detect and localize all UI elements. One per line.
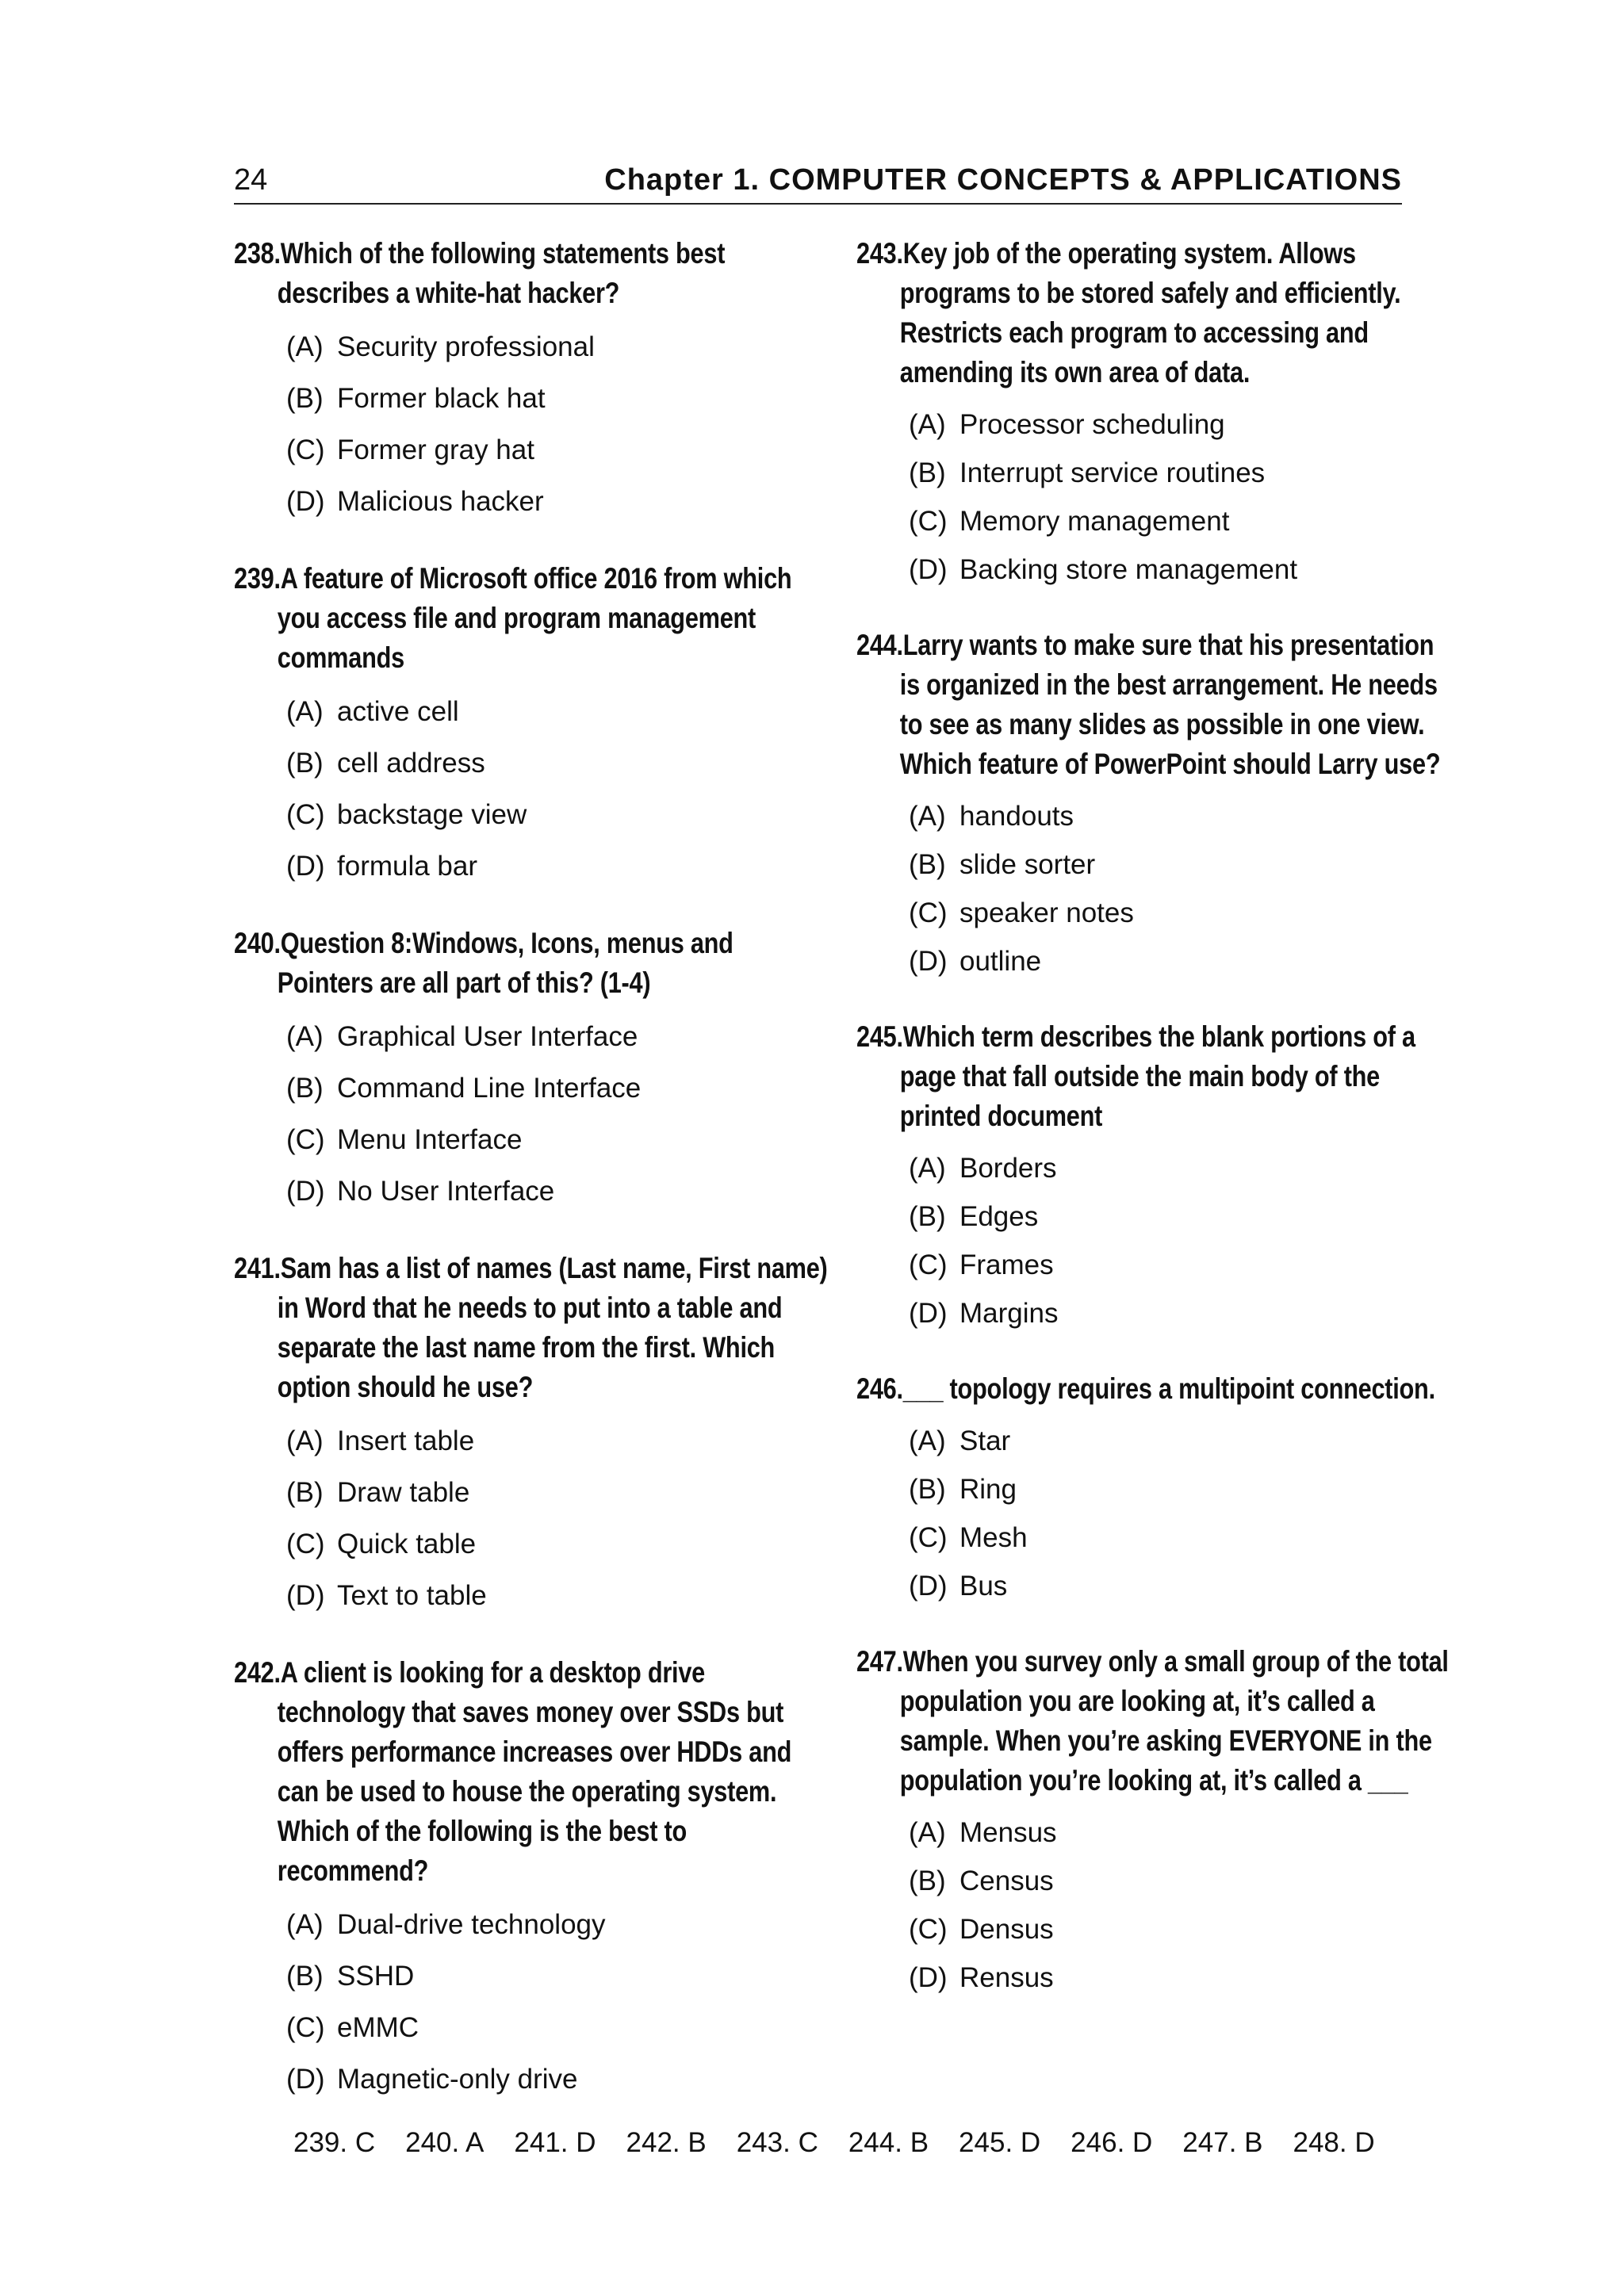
option-text: Former black hat — [337, 383, 546, 414]
option-text: Star — [959, 1425, 1011, 1456]
question-242 — [234, 1653, 792, 2105]
option-text: handouts — [959, 801, 1074, 832]
option-label: (B) — [286, 1073, 324, 1104]
option-text: Densus — [959, 1914, 1054, 1945]
option-label: (C) — [909, 897, 948, 928]
option-item — [909, 1954, 1411, 2002]
option-text: Security professional — [337, 331, 595, 362]
question-number: 242. — [234, 1656, 281, 1689]
option-item — [909, 1144, 1411, 1192]
option-item — [909, 1513, 1411, 1562]
option-item — [286, 1415, 789, 1467]
answer-item: 242. B — [626, 2127, 707, 2158]
answer-item: 241. D — [514, 2127, 596, 2158]
answer-item: 245. D — [959, 2127, 1041, 2158]
question-stem — [234, 1249, 830, 1407]
option-label: (C) — [909, 506, 948, 537]
option-item — [286, 476, 789, 527]
option-label: (D) — [286, 851, 325, 882]
answer-item: 243. C — [736, 2127, 818, 2158]
option-text: Rensus — [959, 1962, 1054, 1993]
question-stem — [234, 1653, 830, 1891]
option-text: Borders — [959, 1153, 1057, 1184]
option-text: Insert table — [337, 1425, 475, 1456]
question-number: 238. — [234, 237, 281, 270]
answer-item: 239. C — [293, 2127, 376, 2158]
option-text: Malicious hacker — [337, 486, 544, 517]
question-text: Question 8:Windows, Icons, menus and Pointers are all part of this? (1-4) — [277, 927, 733, 999]
option-text: Interrupt service routines — [959, 457, 1266, 488]
answer-item: 244. B — [848, 2127, 929, 2158]
question-stem — [856, 234, 1453, 392]
option-label: (B) — [286, 1961, 324, 1992]
question-stem — [856, 626, 1453, 784]
question-number: 243. — [856, 237, 903, 270]
option-label: (A) — [286, 1425, 324, 1456]
question-241 — [234, 1249, 828, 1621]
option-label: (D) — [909, 1298, 948, 1329]
question-stem — [856, 1642, 1453, 1800]
question-247 — [856, 1642, 1449, 2002]
answer-key — [293, 2127, 1404, 2159]
option-item — [909, 937, 1411, 985]
option-list — [856, 1144, 1411, 1337]
option-list — [856, 1808, 1411, 2002]
option-label: (A) — [286, 1021, 324, 1052]
option-item — [286, 737, 789, 789]
page-number: 24 — [234, 163, 268, 197]
option-item — [286, 1899, 789, 1950]
option-item — [286, 1467, 789, 1518]
question-number: 247. — [856, 1645, 903, 1678]
option-item — [909, 545, 1411, 594]
option-text: Memory management — [959, 506, 1230, 537]
option-text: Bus — [959, 1571, 1008, 1601]
option-item — [286, 373, 789, 424]
question-text: Sam has a list of names (Last name, First name) in Word that he needs to put into a table and separate the last name from the first. Which option should he use? — [277, 1252, 828, 1403]
question-text: A feature of Microsoft office 2016 from which you access file and program management commands — [277, 562, 792, 674]
option-item — [286, 1165, 789, 1217]
question-stem — [856, 1369, 1453, 1409]
option-item — [909, 449, 1411, 497]
option-label: (A) — [286, 1909, 324, 1940]
option-item — [286, 1114, 789, 1165]
option-list — [856, 1417, 1411, 1610]
option-label: (C) — [286, 2012, 325, 2043]
option-text: Dual-drive technology — [337, 1909, 606, 1940]
option-label: (B) — [286, 1477, 324, 1508]
question-text: Key job of the operating system. Allows programs to be stored safely and efficiently. Restricts each program to accessing and amending its own area of data. — [899, 237, 1401, 388]
option-text: Magnetic-only drive — [337, 2064, 578, 2095]
option-item — [286, 840, 789, 892]
page-header — [234, 163, 1402, 205]
option-label: (D) — [909, 554, 948, 585]
chapter-title: Chapter 1. COMPUTER CONCEPTS & APPLICATIONS — [604, 163, 1402, 197]
option-label: (B) — [286, 383, 324, 414]
option-label: (C) — [286, 1529, 325, 1559]
question-240 — [234, 924, 789, 1217]
option-text: Draw table — [337, 1477, 470, 1508]
option-item — [909, 1192, 1411, 1241]
option-label: (B) — [909, 1866, 946, 1896]
question-stem — [234, 234, 830, 313]
option-text: Processor scheduling — [959, 409, 1225, 440]
option-text: outline — [959, 946, 1042, 977]
option-label: (D) — [286, 2064, 325, 2095]
option-text: Mesh — [959, 1522, 1028, 1553]
option-text: Graphical User Interface — [337, 1021, 638, 1052]
question-number: 246. — [856, 1372, 903, 1405]
option-text: Command Line Interface — [337, 1073, 642, 1104]
option-label: (B) — [909, 849, 946, 880]
option-label: (D) — [909, 946, 948, 977]
question-243 — [856, 234, 1411, 594]
option-text: Quick table — [337, 1529, 477, 1559]
option-label: (A) — [909, 409, 946, 440]
option-label: (A) — [286, 696, 324, 727]
option-item — [286, 789, 789, 840]
question-number: 240. — [234, 927, 281, 959]
option-label: (D) — [909, 1571, 948, 1601]
option-label: (A) — [909, 801, 946, 832]
option-item — [909, 889, 1411, 937]
option-list — [234, 321, 789, 527]
option-item — [909, 497, 1411, 545]
option-text: cell address — [337, 748, 485, 779]
option-label: (A) — [909, 1817, 946, 1848]
option-label: (D) — [286, 1580, 325, 1611]
question-245 — [856, 1017, 1415, 1337]
option-item — [909, 1562, 1411, 1610]
question-246 — [856, 1369, 1435, 1610]
option-item — [909, 1289, 1411, 1337]
option-text: Census — [959, 1866, 1054, 1896]
option-list — [856, 792, 1411, 985]
option-item — [909, 1241, 1411, 1289]
option-item — [286, 2053, 789, 2105]
option-text: Text to table — [337, 1580, 487, 1611]
option-text: SSHD — [337, 1961, 415, 1992]
option-label: (C) — [909, 1522, 948, 1553]
option-text: eMMC — [337, 2012, 419, 2043]
option-label: (C) — [909, 1914, 948, 1945]
option-text: Ring — [959, 1474, 1017, 1505]
option-item — [286, 1062, 789, 1114]
option-text: Backing store management — [959, 554, 1298, 585]
option-label: (B) — [286, 748, 324, 779]
option-item — [909, 400, 1411, 449]
option-text: Edges — [959, 1201, 1039, 1232]
option-item — [909, 1808, 1411, 1857]
option-item — [286, 686, 789, 737]
option-label: (A) — [909, 1153, 946, 1184]
question-stem — [234, 924, 830, 1003]
question-text: Larry wants to make sure that his presentation is organized in the best arrangement. He needs to see as many slides as possible in one view. Which feature of PowerPoint should Larry use? — [899, 629, 1441, 780]
option-item — [909, 1857, 1411, 1905]
answer-item: 240. A — [405, 2127, 485, 2158]
option-item — [909, 840, 1411, 889]
option-text: formula bar — [337, 851, 478, 882]
question-number: 239. — [234, 562, 281, 595]
option-item — [286, 1011, 789, 1062]
option-text: active cell — [337, 696, 459, 727]
question-number: 241. — [234, 1252, 281, 1284]
option-label: (B) — [909, 457, 946, 488]
option-label: (C) — [909, 1249, 948, 1280]
option-item — [909, 1417, 1411, 1465]
option-item — [286, 424, 789, 476]
option-item — [286, 1518, 789, 1570]
option-item — [909, 1905, 1411, 1954]
question-text: When you survey only a small group of the total population you are looking at, it’s called a sample. When you’re asking EVERYONE in the population you’re looking at, it’s called a ___ — [899, 1645, 1449, 1797]
question-text: Which of the following statements best describes a white-hat hacker? — [277, 237, 726, 309]
option-text: Menu Interface — [337, 1124, 523, 1155]
option-label: (D) — [909, 1962, 948, 1993]
option-item — [286, 1950, 789, 2002]
option-label: (D) — [286, 486, 325, 517]
option-text: slide sorter — [959, 849, 1096, 880]
option-label: (C) — [286, 434, 325, 465]
option-label: (C) — [286, 1124, 325, 1155]
option-item — [286, 321, 789, 373]
option-list — [856, 400, 1411, 594]
option-label: (B) — [909, 1474, 946, 1505]
option-item — [909, 792, 1411, 840]
option-item — [286, 1570, 789, 1621]
answer-item: 247. B — [1182, 2127, 1263, 2158]
question-number: 245. — [856, 1020, 903, 1053]
answer-item: 248. D — [1293, 2127, 1375, 2158]
option-label: (A) — [286, 331, 324, 362]
option-text: speaker notes — [959, 897, 1134, 928]
option-label: (A) — [909, 1425, 946, 1456]
option-label: (B) — [909, 1201, 946, 1232]
right-column — [856, 234, 1449, 2034]
option-list — [234, 686, 789, 892]
option-item — [909, 1465, 1411, 1513]
option-text: No User Interface — [337, 1176, 555, 1207]
option-list — [234, 1415, 789, 1621]
question-text: Which term describes the blank portions of a page that fall outside the main body of the printed document — [899, 1020, 1415, 1132]
question-239 — [234, 559, 792, 892]
option-text: Mensus — [959, 1817, 1057, 1848]
question-number: 244. — [856, 629, 903, 661]
question-text: A client is looking for a desktop drive technology that saves money over SSDs but offers performance increases over HDDs and can be used to house the operating system. Which of the following is the best to recommend? — [277, 1656, 792, 1887]
option-list — [234, 1011, 789, 1217]
answer-item: 246. D — [1071, 2127, 1153, 2158]
question-stem — [856, 1017, 1453, 1136]
left-column — [234, 234, 828, 2137]
option-text: backstage view — [337, 799, 527, 830]
question-244 — [856, 626, 1441, 985]
option-text: Margins — [959, 1298, 1059, 1329]
question-stem — [234, 559, 830, 678]
option-list — [234, 1899, 789, 2105]
option-text: Frames — [959, 1249, 1054, 1280]
question-text: ___ topology requires a multipoint connection. — [902, 1372, 1435, 1405]
option-text: Former gray hat — [337, 434, 534, 465]
option-item — [286, 2002, 789, 2053]
option-label: (D) — [286, 1176, 325, 1207]
option-label: (C) — [286, 799, 325, 830]
question-238 — [234, 234, 789, 527]
